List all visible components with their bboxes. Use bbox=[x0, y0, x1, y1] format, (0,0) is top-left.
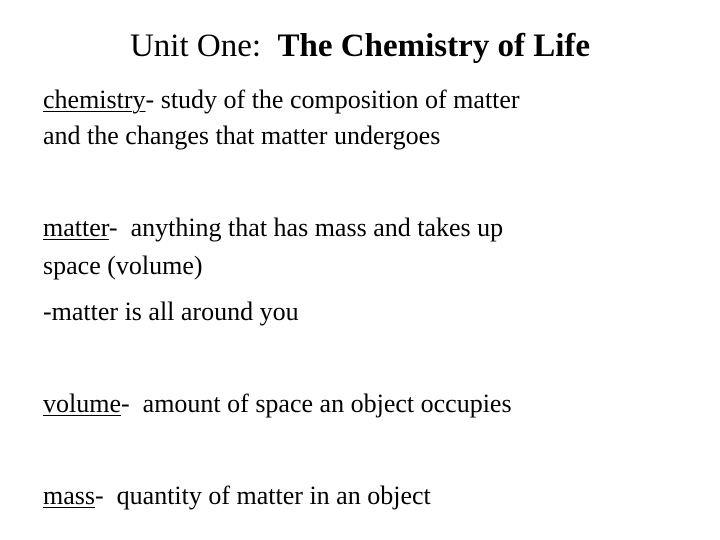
separator: - bbox=[145, 85, 155, 114]
separator: - bbox=[121, 389, 130, 418]
definition-volume-line1 bbox=[43, 385, 512, 423]
definition-text: amount of space an object occupies bbox=[129, 389, 512, 418]
title-main: The Chemistry of Life bbox=[277, 28, 591, 64]
term-matter: matter bbox=[43, 213, 109, 242]
definition-text: anything that has mass and takes up bbox=[117, 213, 504, 242]
separator: - bbox=[108, 213, 118, 242]
definition-mass-line1 bbox=[43, 477, 431, 515]
definition-matter-line2: space (volume) bbox=[43, 251, 203, 280]
definition-matter-line1 bbox=[43, 209, 503, 247]
slide-title bbox=[0, 24, 720, 68]
definition-text: study of the composition of matter bbox=[154, 85, 520, 114]
term-volume: volume bbox=[43, 389, 121, 418]
term-mass: mass bbox=[43, 481, 95, 510]
note-matter-around: -matter is all around you bbox=[43, 297, 299, 326]
definition-chemistry-line2: and the changes that matter undergoes bbox=[43, 121, 441, 150]
definition-text: quantity of matter in an object bbox=[103, 481, 431, 510]
term-chemistry: chemistry bbox=[43, 85, 146, 114]
separator: - bbox=[95, 481, 104, 510]
title-prefix: Unit One: bbox=[129, 28, 262, 64]
definition-chemistry-line1 bbox=[43, 81, 520, 119]
